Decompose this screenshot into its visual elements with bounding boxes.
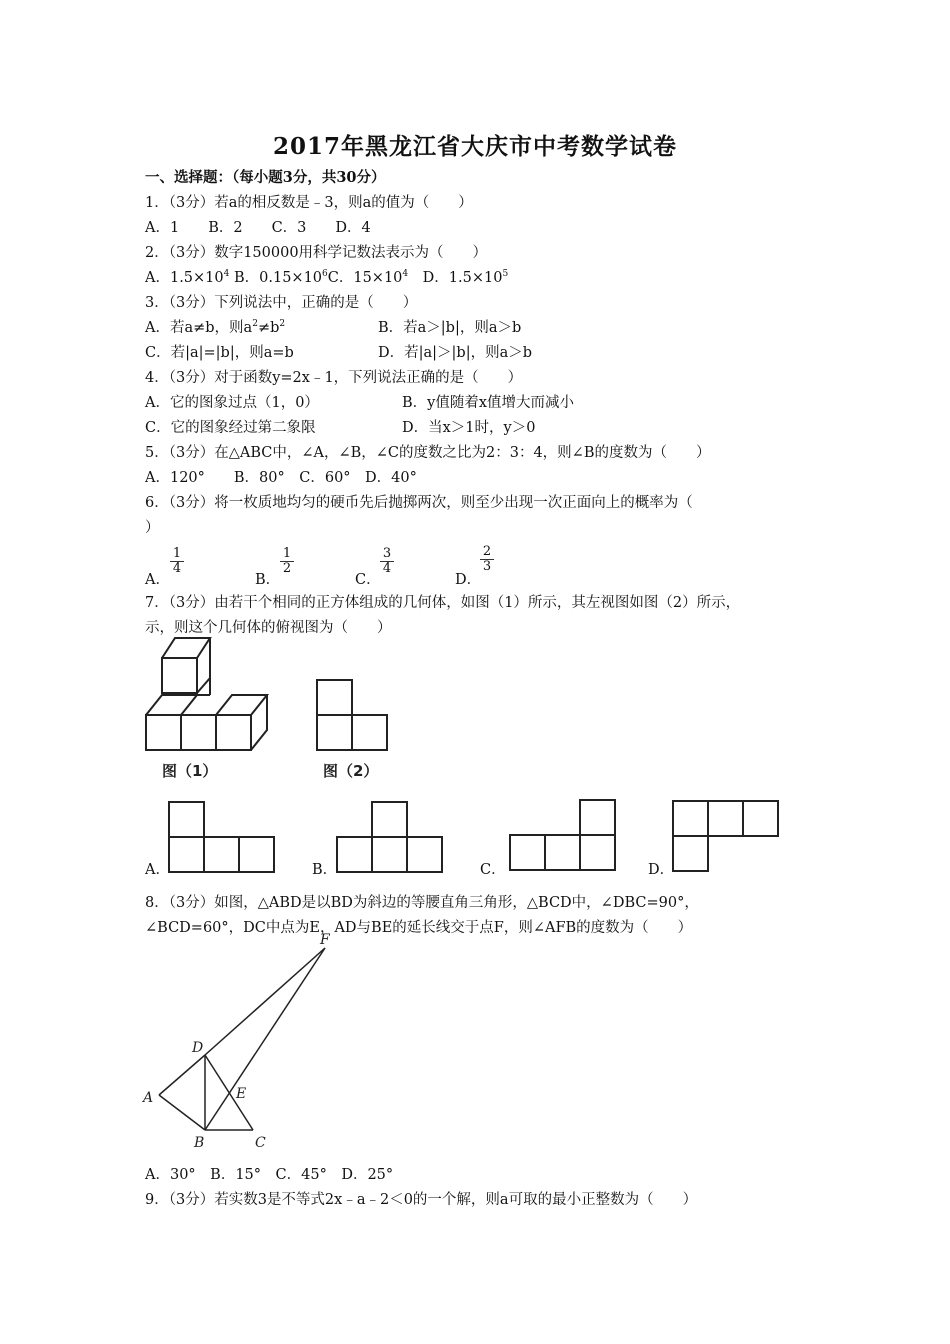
q2-option-c: C．$15\times 10^4$: [327, 269, 409, 286]
q6-option-d-fraction: $\frac{2}{3}$: [480, 545, 494, 574]
q3-stem: 3．（3分）下列说法中，正确的是（ ）: [145, 295, 418, 311]
q6-stem-cont: ）: [145, 520, 160, 536]
q8-stem-cont: ∠BCD=60°，DC中点为E，AD与BE的延长线交于点F，则∠AFB的度数为（ ）: [145, 920, 693, 936]
q6-stem: 6．（3分）将一枚质地均匀的硬币先后抛掷两次，则至少出现一次正面向上的概率为（: [145, 495, 693, 511]
q4-option-c: C．它的图象经过第二象限: [145, 420, 316, 436]
section-heading: 一、选择题：（每小题3分，共30分）: [145, 169, 386, 186]
q7-stem: 7．（3分）由若干个相同的正方体组成的几何体，如图（1）所示，其左视图如图（2）所示，: [145, 595, 741, 611]
q6-option-a-fraction: $\frac{1}{4}$: [170, 547, 184, 576]
q2-option-a: A．$1.5\times 10^4$: [145, 269, 230, 286]
q3-option-d: D．若|a|＞|b|，则a＞b: [378, 345, 533, 361]
q3-option-c: C．若|a|=|b|，则a=b: [145, 345, 294, 361]
point-b-label: B: [194, 1135, 205, 1151]
q5-stem: 5．（3分）在△ABC中，∠A，∠B，∠C的度数之比为2：3：4，则∠B的度数为（ ）: [145, 445, 711, 461]
q7-stem-cont: 示，则这个几何体的俯视图为（ ）: [145, 620, 392, 636]
page-title: 2017年黑龙江省大庆市中考数学试卷: [272, 133, 677, 160]
q7-option-b-label: B．: [312, 862, 338, 878]
q8-stem: 8．（3分）如图，△ABD是以BD为斜边的等腰直角三角形，△BCD中，∠DBC=90°，: [145, 895, 699, 911]
q6-option-a-label: A．: [145, 572, 170, 588]
q6-option-b-label: B．: [255, 572, 281, 588]
q5-options: A．120° B．80° C．60° D．40°: [145, 470, 417, 486]
q7-figure-2: [305, 670, 405, 785]
q7-figure-2-caption: 图（2）: [323, 762, 379, 780]
q4-stem: 4．（3分）对于函数y=2x﹣1，下列说法正确的是（ ）: [145, 370, 523, 386]
q7-option-a-label: A．: [145, 862, 170, 878]
q3-option-b: B．若a＞|b|，则a＞b: [378, 320, 522, 336]
q6-option-b-fraction: $\frac{1}{2}$: [280, 547, 294, 576]
point-e-label: E: [236, 1086, 247, 1102]
q7-figure-1-caption: 图（1）: [162, 762, 218, 780]
q9-stem: 9．（3分）若实数3是不等式2x﹣a﹣2＜0的一个解，则a可取的最小正整数为（ ）: [145, 1192, 698, 1208]
q2-option-d: D．$1.5\times 10^5$: [408, 269, 509, 286]
point-a-label: A: [143, 1090, 154, 1106]
point-d-label: D: [192, 1040, 204, 1056]
q1-stem: 1．（3分）若a的相反数是﹣3，则a的值为（ ）: [145, 195, 473, 211]
q2-option-b: B．$0.15\times 10^6$: [229, 269, 328, 286]
q4-option-b: B．y值随着x值增大而减小: [402, 395, 575, 411]
q8-geometry-figure: [135, 930, 355, 1155]
q4-option-a: A．它的图象过点（1，0）: [145, 395, 319, 411]
q2-options: [145, 268, 508, 288]
q7-option-d-figure: [670, 798, 785, 873]
point-f-label: F: [320, 932, 330, 948]
q8-options: A．30° B．15° C．45° D．25°: [145, 1167, 394, 1183]
q7-option-c-label: C．: [480, 862, 506, 878]
q7-option-a-figure: [165, 798, 280, 873]
q7-figure-1: [140, 630, 300, 785]
q2-stem: 2．（3分）数字150000用科学记数法表示为（ ）: [145, 245, 488, 261]
q3-option-a: A．若a≠b，则$a^2\ne b^2$: [145, 319, 286, 336]
q7-option-d-label: D．: [648, 862, 675, 878]
q4-option-d: D．当x＞1时，y＞0: [402, 420, 536, 436]
q6-option-c-label: C．: [355, 572, 381, 588]
q7-option-c-figure: [506, 798, 621, 873]
point-c-label: C: [255, 1135, 266, 1151]
q7-option-b-figure: [334, 798, 449, 873]
q1-options: A．1 B．2 C．3 D．4: [145, 220, 371, 236]
q6-option-c-fraction: $\frac{3}{4}$: [380, 547, 394, 576]
q6-option-d-label: D．: [455, 572, 482, 588]
